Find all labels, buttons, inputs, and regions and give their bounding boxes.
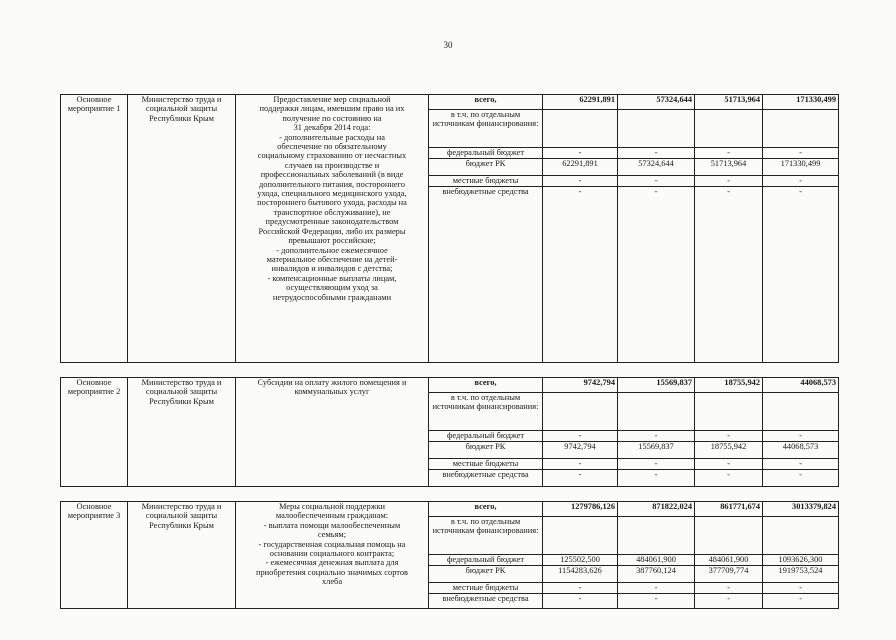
description-line: поддержки лицам, имевшим право на их	[259, 104, 405, 114]
description-line: семьям;	[317, 530, 347, 540]
amount-v4: -	[763, 176, 839, 187]
funding-source: в т.ч. по отдельным источникам финансирования:	[429, 517, 543, 555]
description-line: малообеспеченным гражданам:	[275, 511, 389, 521]
amount-v4	[763, 393, 839, 431]
amount-v3: -	[695, 148, 763, 159]
finance-row	[61, 502, 839, 517]
amount-v1: -	[543, 148, 618, 159]
description-line: осуществляющим уход за	[286, 283, 378, 293]
description-line: дополнительного питания, постороннего	[259, 179, 405, 189]
description-line: материальное обеспечение на детей-	[266, 254, 398, 264]
amount-v1: -	[543, 187, 618, 363]
description-line: постороннего бытового ухода, расходы на	[257, 198, 407, 208]
amount-v4: 1093626,300	[763, 555, 839, 566]
funding-source: всего,	[429, 378, 543, 393]
description-line: получение по состоянию на	[282, 113, 382, 123]
amount-v1: 1154283,626	[543, 566, 618, 583]
description-line: хлеба	[321, 577, 343, 587]
amount-v1: 9742,794	[543, 378, 618, 393]
description-line: нетрудоспособными гражданами	[272, 292, 392, 302]
description-line: 31 декабря 2014 года:	[293, 123, 371, 133]
amount-v1: -	[543, 176, 618, 187]
amount-v4: -	[763, 459, 839, 470]
page-number: 30	[443, 40, 453, 50]
executor-cell: Министерство труда и социальной защиты Республики Крым	[128, 378, 236, 487]
funding-source: внебюджетные средства	[429, 594, 543, 609]
event-type-label: Основное мероприятие 2	[61, 378, 128, 487]
executor-cell: Министерство труда и социальной защиты Республики Крым	[128, 502, 236, 609]
description-line: случаев на производстве и	[284, 160, 380, 170]
amount-v3: -	[695, 470, 763, 487]
description-line: превышают российские;	[288, 236, 376, 246]
funding-source: местные бюджеты	[429, 176, 543, 187]
amount-v2: 484061,900	[618, 555, 695, 566]
funding-source: всего,	[429, 95, 543, 110]
amount-v3	[695, 393, 763, 431]
funding-source: всего,	[429, 502, 543, 517]
description-line: - компенсационные выплаты лицам,	[267, 273, 397, 283]
amount-v2: 15569,837	[618, 378, 695, 393]
funding-source: бюджет РК	[429, 442, 543, 459]
description-line: ухода, специального медицинского ухода,	[257, 189, 407, 199]
amount-v2: -	[618, 583, 695, 594]
event-description	[236, 378, 429, 487]
description-line: Субсидии на оплату жилого помещения и	[257, 378, 407, 387]
amount-v4: 1919753,524	[763, 566, 839, 583]
description-line: обеспечение по обязательному	[277, 142, 387, 152]
amount-v2: 57324,644	[618, 95, 695, 110]
description-line: профессиональных заболеваний (в виде	[260, 170, 404, 180]
amount-v3: -	[695, 583, 763, 594]
amount-v4: -	[763, 187, 839, 363]
funding-source: в т.ч. по отдельным источникам финансирования:	[429, 393, 543, 431]
description-line: Предоставление мер социальной	[273, 95, 391, 104]
amount-v1	[543, 393, 618, 431]
amount-v3	[695, 517, 763, 555]
amount-v1: -	[543, 583, 618, 594]
amount-v1: 62291,891	[543, 95, 618, 110]
amount-v2: 57324,644	[618, 159, 695, 176]
amount-v3: 51713,964	[695, 159, 763, 176]
funding-source: местные бюджеты	[429, 459, 543, 470]
amount-v1: 9742,794	[543, 442, 618, 459]
amount-v2	[618, 110, 695, 148]
amount-v2	[618, 517, 695, 555]
amount-v4: -	[763, 583, 839, 594]
funding-source: федеральный бюджет	[429, 148, 543, 159]
funding-source: в т.ч. по отдельным источникам финансирования:	[429, 110, 543, 148]
description-line: основании социального контракта;	[269, 549, 395, 559]
description-line: - дополнительные расходы на	[279, 132, 385, 142]
amount-v3: -	[695, 176, 763, 187]
amount-v4: 3013379,824	[763, 502, 839, 517]
description-line: - дополнительное ежемесячное	[276, 245, 388, 255]
event-type-label: Основное мероприятие 3	[61, 502, 128, 609]
event-type-label: Основное мероприятие 1	[61, 95, 128, 363]
amount-v3: 18755,942	[695, 442, 763, 459]
amount-v2: 871822,024	[618, 502, 695, 517]
description-line: транспортное обслуживание), не	[273, 207, 391, 217]
amount-v2: -	[618, 431, 695, 442]
description-line: социальному страхованию от несчастных	[257, 151, 407, 161]
funding-source: бюджет РК	[429, 566, 543, 583]
amount-v4: -	[763, 148, 839, 159]
description-line: предусмотренные законодательством	[265, 217, 399, 227]
funding-source: внебюджетные средства	[429, 470, 543, 487]
funding-source: местные бюджеты	[429, 583, 543, 594]
amount-v1: -	[543, 431, 618, 442]
amount-v1: 1279786,126	[543, 502, 618, 517]
amount-v4: 171330,499	[763, 159, 839, 176]
description-line: Российской Федерации, либо их размеры	[258, 226, 406, 236]
block-spacer	[61, 487, 839, 502]
amount-v3: -	[695, 459, 763, 470]
amount-v4: -	[763, 431, 839, 442]
amount-v2: -	[618, 594, 695, 609]
funding-source: федеральный бюджет	[429, 555, 543, 566]
amount-v4: 171330,499	[763, 95, 839, 110]
funding-source: бюджет РК	[429, 159, 543, 176]
amount-v3: -	[695, 594, 763, 609]
funding-source: федеральный бюджет	[429, 431, 543, 442]
event-description	[236, 95, 429, 363]
amount-v3: 861771,674	[695, 502, 763, 517]
finance-row	[61, 95, 839, 110]
amount-v4: 44068,573	[763, 378, 839, 393]
amount-v2: -	[618, 187, 695, 363]
amount-v3: 18755,942	[695, 378, 763, 393]
amount-v4: -	[763, 594, 839, 609]
budget-table	[60, 94, 839, 609]
amount-v2: -	[618, 459, 695, 470]
amount-v1: -	[543, 594, 618, 609]
amount-v1	[543, 517, 618, 555]
amount-v2: -	[618, 176, 695, 187]
amount-v2: 15569,837	[618, 442, 695, 459]
event-description	[236, 502, 429, 609]
description-line: Меры социальной поддержки	[278, 502, 386, 511]
amount-v3: -	[695, 187, 763, 363]
amount-v1: 62291,891	[543, 159, 618, 176]
amount-v3	[695, 110, 763, 148]
amount-v3: 51713,964	[695, 95, 763, 110]
amount-v4	[763, 517, 839, 555]
amount-v1: 125502,500	[543, 555, 618, 566]
description-line: - ежемесячная денежная выплата для	[265, 558, 399, 568]
executor-cell: Министерство труда и социальной защиты Республики Крым	[128, 95, 236, 363]
amount-v3: 484061,900	[695, 555, 763, 566]
amount-v1	[543, 110, 618, 148]
amount-v2: -	[618, 148, 695, 159]
description-line: инвалидов и инвалидов с детства;	[271, 264, 393, 274]
description-line: коммунальных услуг	[294, 387, 370, 397]
block-spacer	[61, 363, 839, 378]
amount-v4: 44068,573	[763, 442, 839, 459]
amount-v2: -	[618, 470, 695, 487]
amount-v1: -	[543, 470, 618, 487]
amount-v3: -	[695, 431, 763, 442]
amount-v2: 387760,124	[618, 566, 695, 583]
funding-source: внебюджетные средства	[429, 187, 543, 363]
amount-v1: -	[543, 459, 618, 470]
amount-v2	[618, 393, 695, 431]
amount-v4: -	[763, 470, 839, 487]
amount-v3: 377709,774	[695, 566, 763, 583]
description-line: приобретения социально значимых сортов	[256, 567, 408, 577]
finance-row	[61, 378, 839, 393]
description-line: - государственная социальная помощь на	[258, 539, 406, 549]
description-line: - выплата помощи малообеспеченным	[263, 520, 401, 530]
amount-v4	[763, 110, 839, 148]
